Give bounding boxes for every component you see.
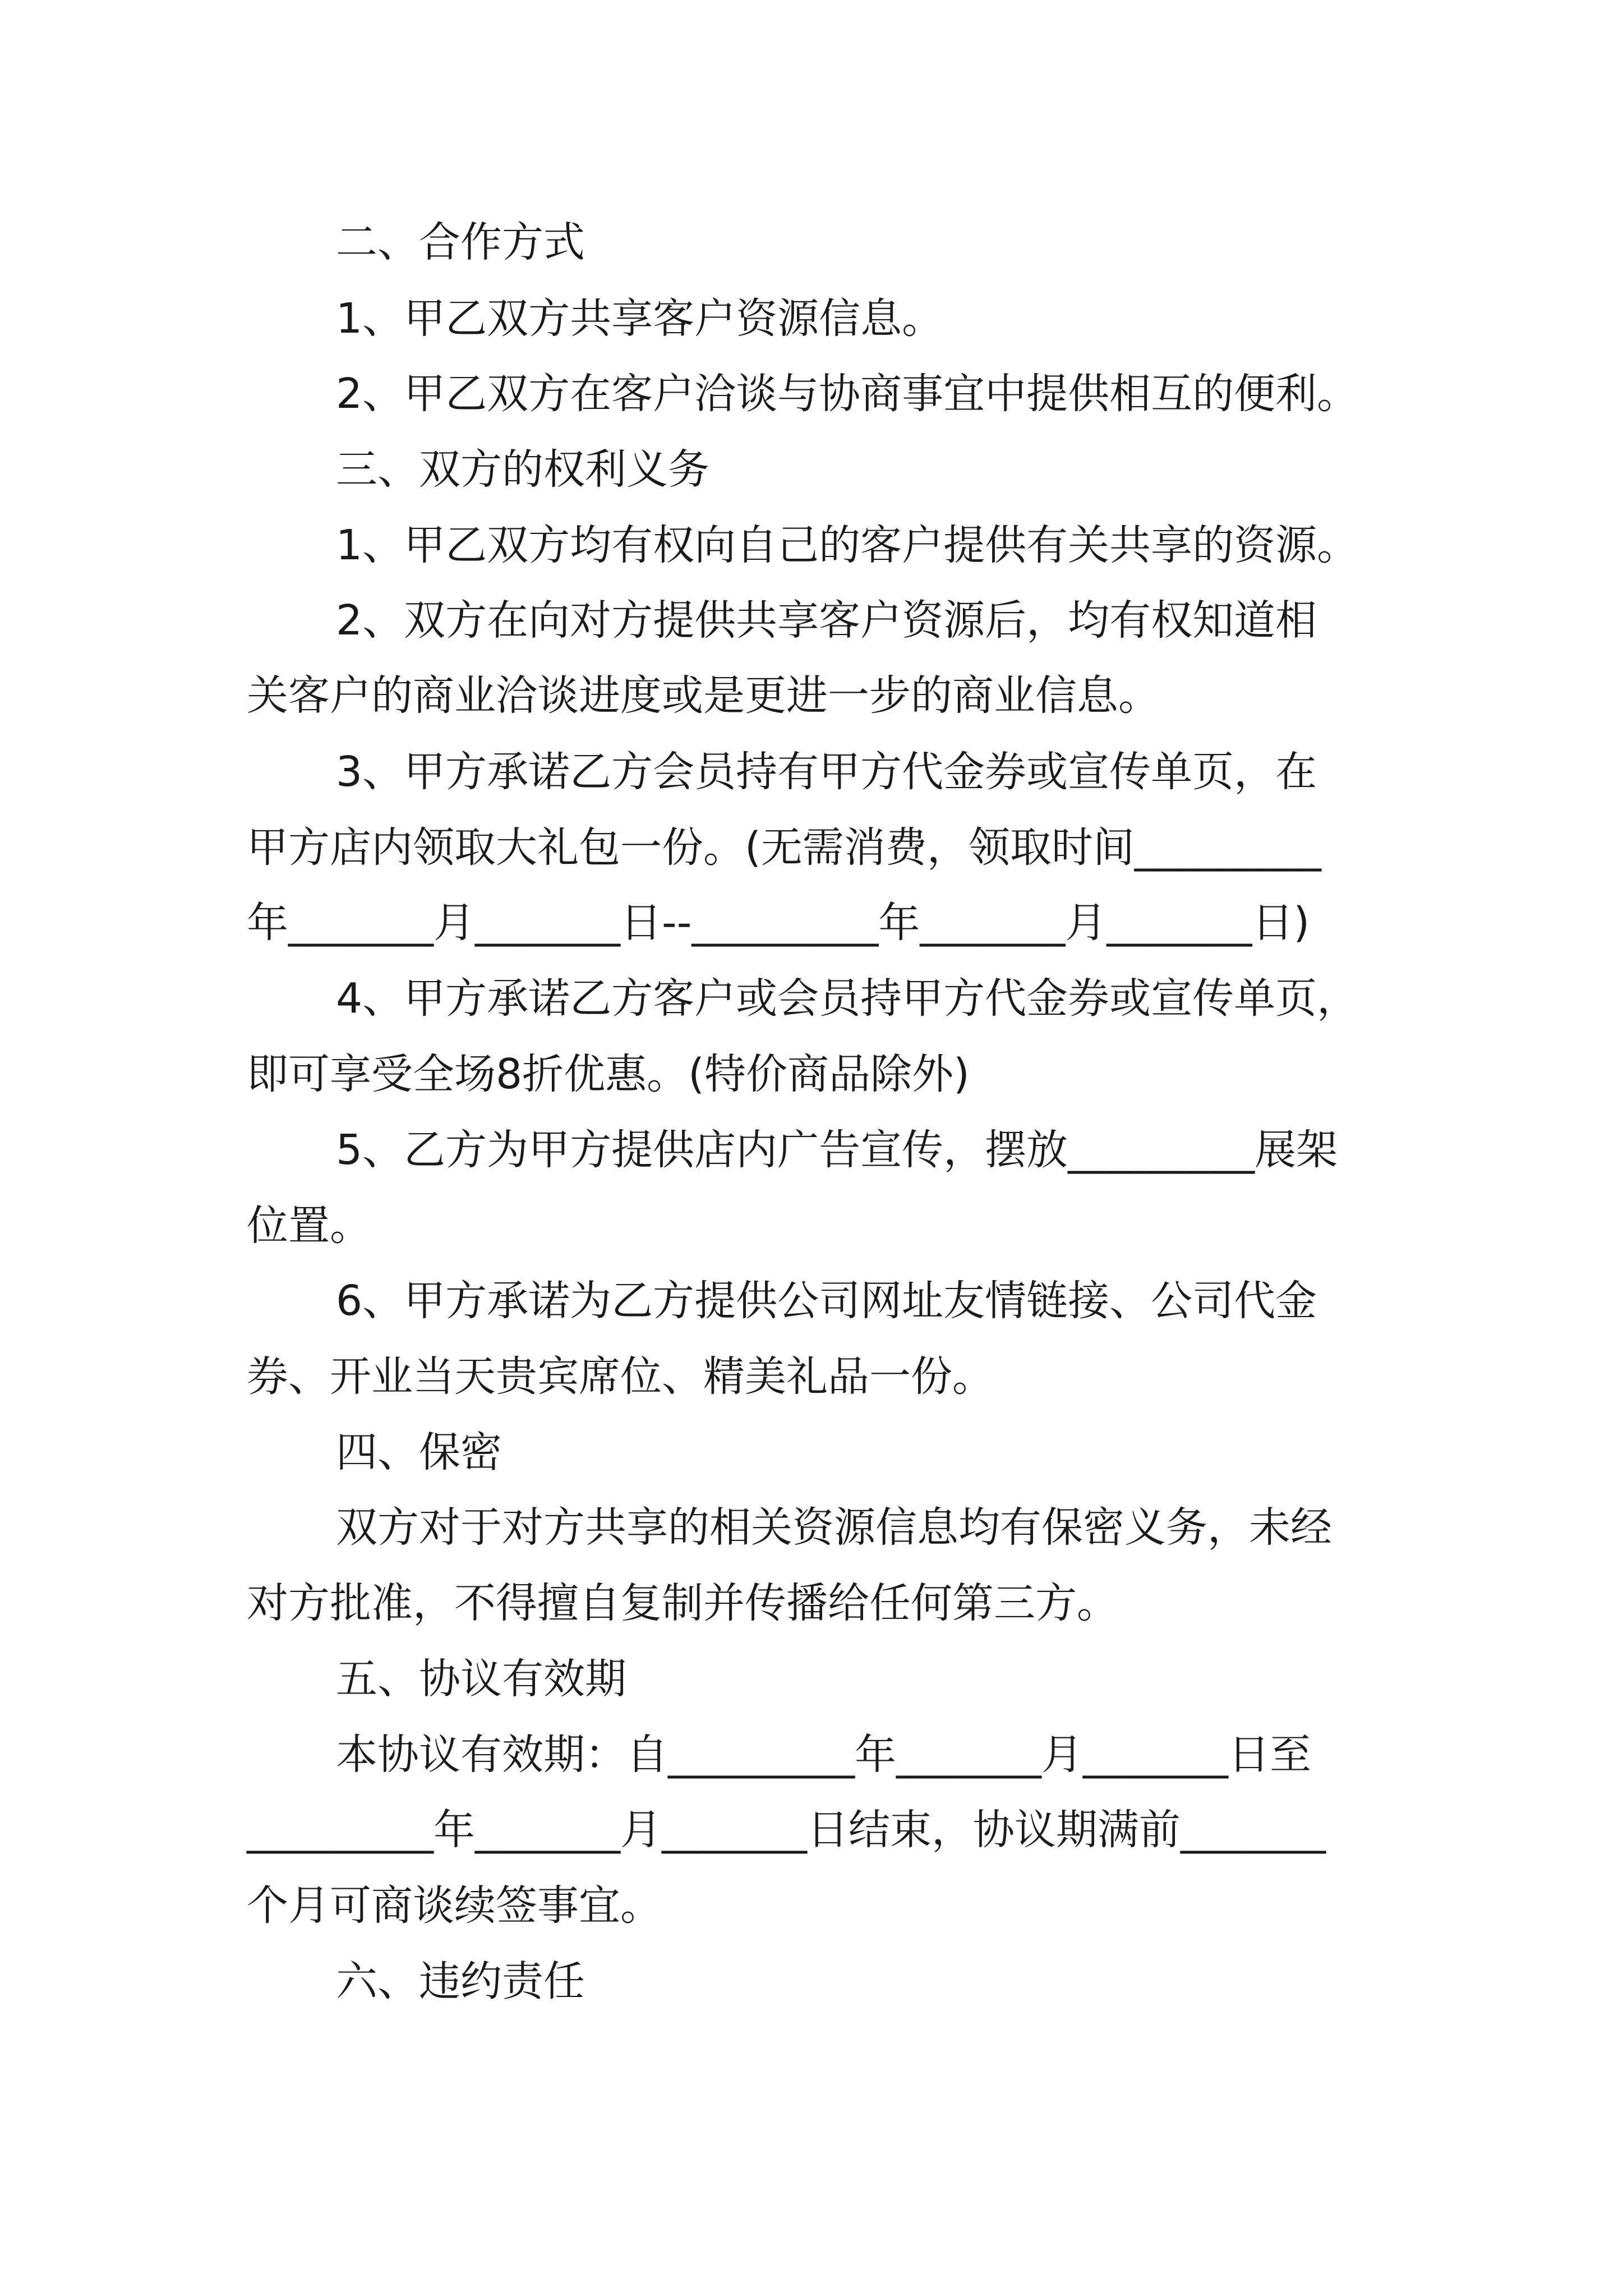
paragraph-line: _________年_______月_______日结束，协议期满前_______	[247, 1806, 1326, 1854]
section-heading-confidentiality: 四、保密	[336, 1428, 502, 1476]
paragraph-line: 双方对于对方共享的相关资源信息均有保密义务，未经	[336, 1503, 1332, 1552]
paragraph-line: 5、乙方为甲方提供店内广告宣传，摆放_________展架	[336, 1126, 1338, 1174]
section-heading-validity: 五、协议有效期	[336, 1655, 626, 1703]
paragraph-line: 个月可商谈续签事宜。	[247, 1881, 662, 1930]
paragraph-line: 1、甲乙双方共享客户资源信息。	[336, 295, 944, 343]
paragraph-line: 本协议有效期：自_________年_______月_______日至	[336, 1731, 1311, 1779]
section-heading-rights-obligations: 三、双方的权利义务	[336, 445, 709, 494]
paragraph-line: 关客户的商业洽谈进度或是更进一步的商业信息。	[247, 671, 1160, 720]
paragraph-line: 4、甲方承诺乙方客户或会员持甲方代金券或宣传单页，	[336, 974, 1359, 1023]
paragraph-line: 年_______月_______日--_________年_______月_______日)	[247, 899, 1310, 947]
paragraph-line: 位置。	[247, 1202, 371, 1250]
paragraph-line: 2、双方在向对方提供共享客户资源后，均有权知道相	[336, 596, 1317, 645]
section-heading-cooperation: 二、合作方式	[336, 218, 585, 266]
paragraph-line: 1、甲乙双方均有权向自己的客户提供有关共享的资源。	[336, 521, 1359, 569]
paragraph-line: 对方批准，不得擅自复制并传播给任何第三方。	[247, 1579, 1118, 1627]
paragraph-line: 3、甲方承诺乙方会员持有甲方代金券或宣传单页，在	[336, 748, 1317, 796]
paragraph-line: 券、开业当天贵宾席位、精美礼品一份。	[247, 1352, 994, 1401]
section-heading-liability: 六、违约责任	[336, 1957, 585, 2005]
paragraph-line: 即可享受全场8折优惠。(特价商品除外)	[247, 1050, 970, 1098]
paragraph-line: 甲方店内领取大礼包一份。(无需消费，领取时间_________	[247, 823, 1321, 872]
paragraph-line: 6、甲方承诺为乙方提供公司网址友情链接、公司代金	[336, 1277, 1317, 1325]
paragraph-line: 2、甲乙双方在客户洽谈与协商事宜中提供相互的便利。	[336, 370, 1359, 418]
